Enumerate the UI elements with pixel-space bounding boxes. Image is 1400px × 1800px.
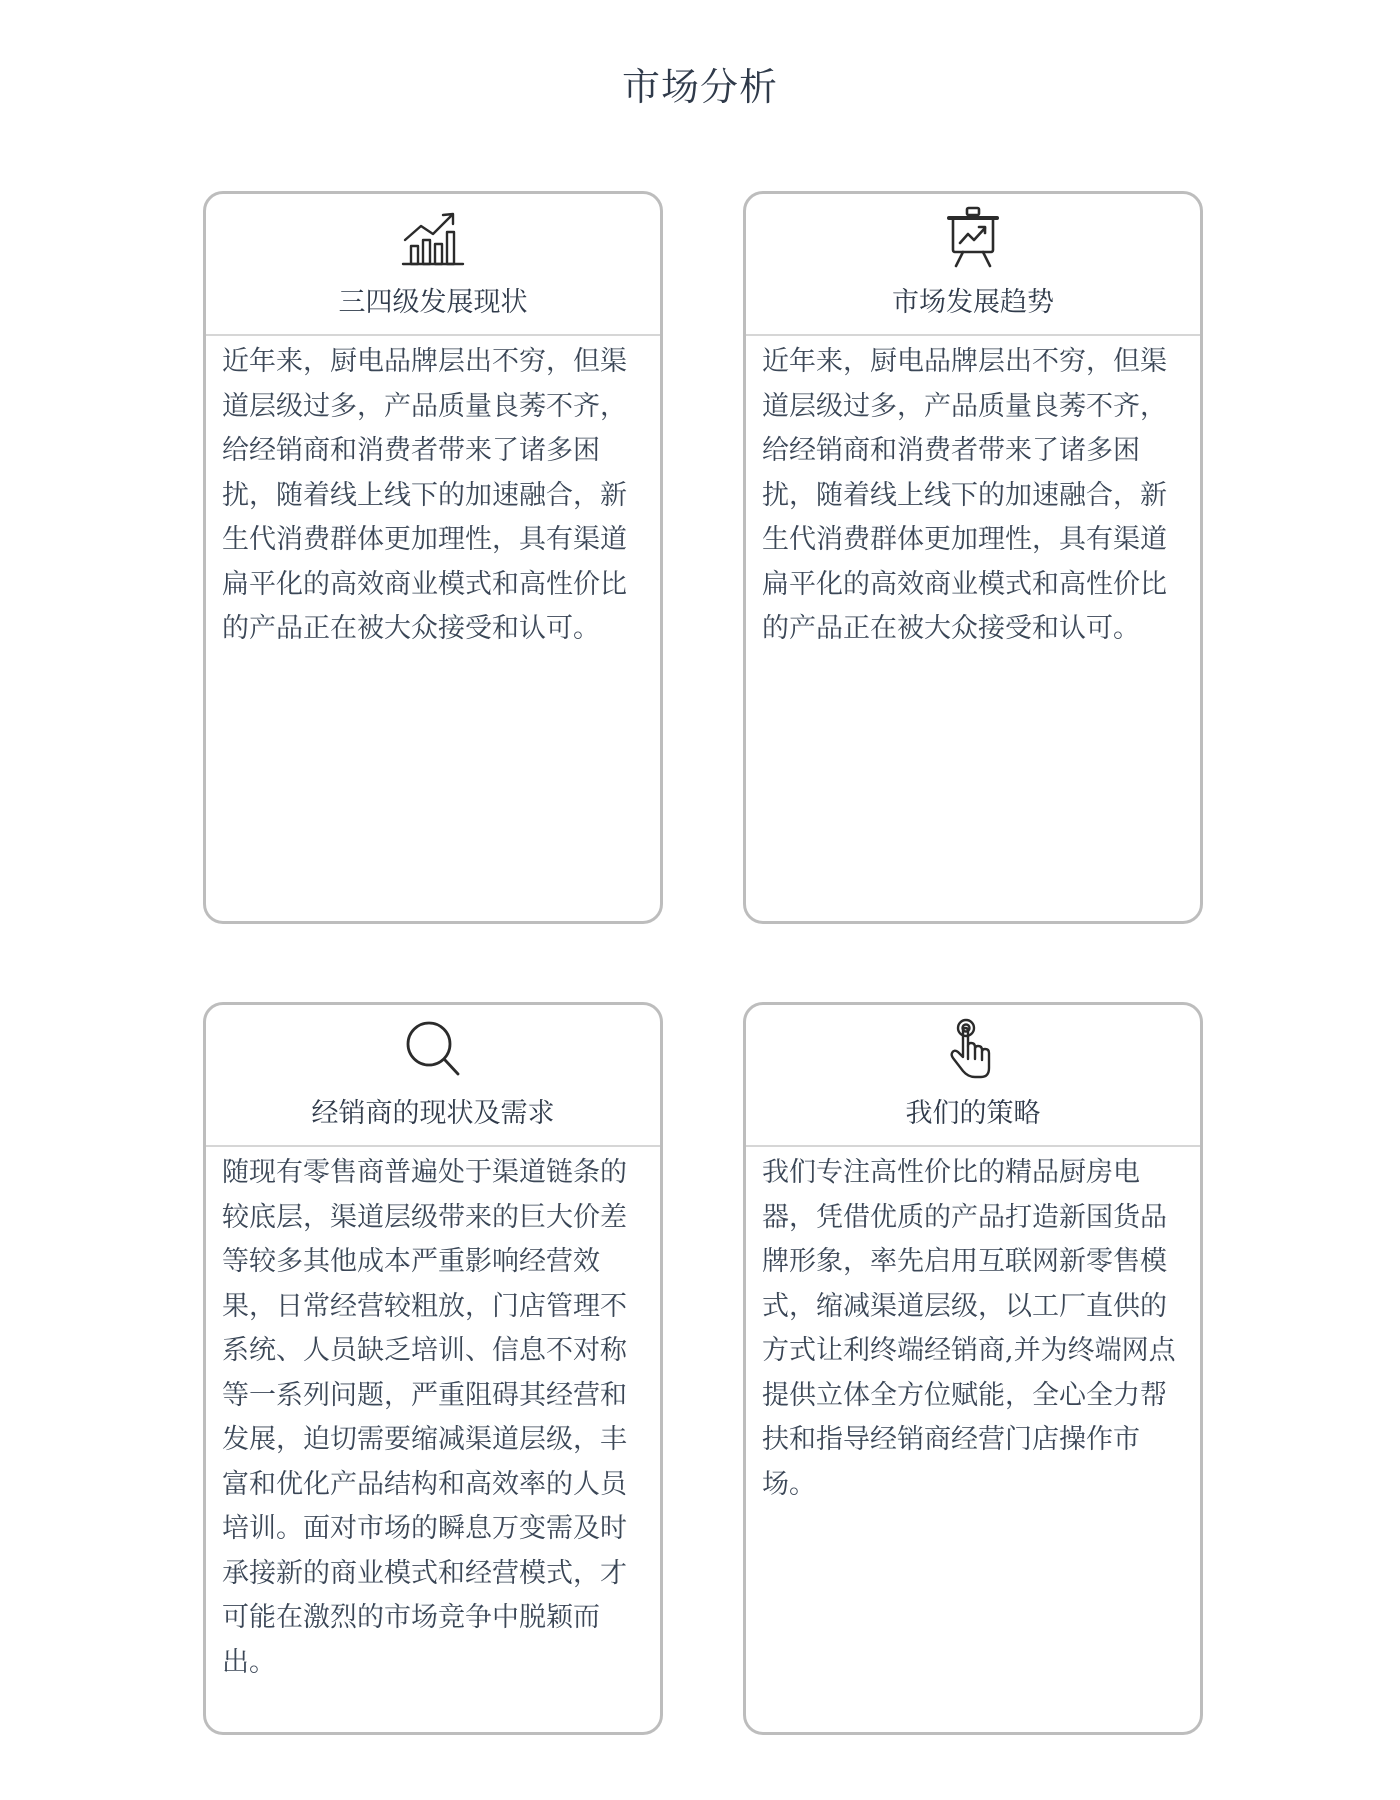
card-dealer-needs (203, 1002, 663, 1735)
card-body-text: 随现有零售商普遍处于渠道链条的较底层，渠道层级带来的巨大价差等较多其他成本严重影响经营效果，日常经营较粗放，门店管理不系统、人员缺乏培训、信息不对称等一系列问题，严重阻碍其经营和发展，迫切需要缩减渠道层级，丰富和优化产品结构和高效率的人员培训。面对市场的瞬息万变需及时承接新的商业模式和经营模式，才可能在激烈的市场竞争中脱颖而出。 (222, 1157, 627, 1678)
card-header (746, 194, 1200, 336)
card-header (746, 1005, 1200, 1147)
card-tier-status (203, 191, 663, 924)
presentation-board-icon (941, 206, 1005, 270)
card-market-trend (743, 191, 1203, 924)
card-our-strategy (743, 1002, 1203, 1735)
card-body-text: 近年来，厨电品牌层出不穷，但渠道层级过多，产品质量良莠不齐，给经销商和消费者带来了诸多困扰，随着线上线下的加速融合，新生代消费群体更加理性，具有渠道扁平化的高效商业模式和高性价比的产品正在被大众接受和认可。 (222, 346, 627, 644)
card-body-text: 近年来，厨电品牌层出不穷，但渠道层级过多，产品质量良莠不齐，给经销商和消费者带来了诸多困扰，随着线上线下的加速融合，新生代消费群体更加理性，具有渠道扁平化的高效商业模式和高性价比的产品正在被大众接受和认可。 (762, 346, 1167, 644)
magnifier-icon (401, 1017, 465, 1081)
hand-pointer-icon (941, 1017, 1005, 1081)
card-title: 经销商的现状及需求 (311, 1098, 555, 1129)
card-header (206, 1005, 660, 1147)
card-title: 市场发展趋势 (892, 287, 1054, 318)
card-header (206, 194, 660, 336)
card-title: 三四级发展现状 (338, 287, 528, 318)
card-body-text: 我们专注高性价比的精品厨房电器，凭借优质的产品打造新国货品牌形象，率先启用互联网新零售模式，缩减渠道层级，以工厂直供的方式让利终端经销商,并为终端网点提供立体全方位赋能，全心全力帮扶和指导经销商经营门店操作市场。 (762, 1157, 1176, 1500)
growth-chart-icon (401, 206, 465, 270)
page-title: 市场分析 (621, 65, 778, 109)
card-title: 我们的策略 (905, 1098, 1041, 1129)
